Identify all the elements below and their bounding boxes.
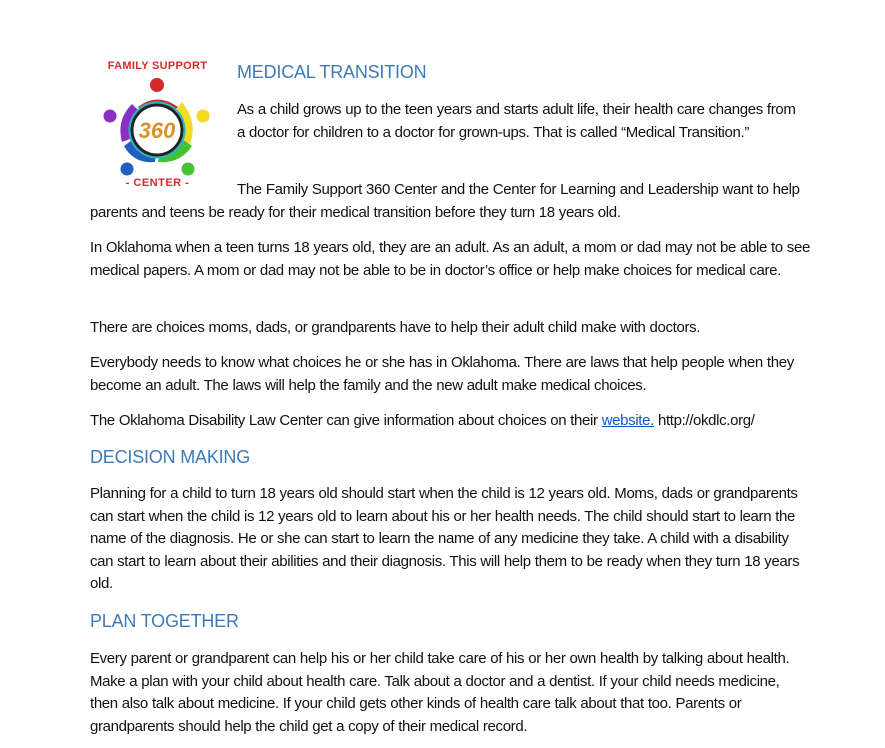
paragraph-law-center [90, 410, 810, 433]
paragraph-intro: As a child grows up to the teen years and starts adult life, their health care changes from a doctor for children to a doctor for grown-ups. That is called “Medical Transition.” [237, 101, 796, 141]
logo [100, 60, 215, 195]
heading-plan-together: PLAN TOGETHER [90, 611, 239, 631]
paragraph-family-support-text: The Family Support 360 Center and the Center for Learning and Leadership want to help parents and teens be ready for their medical transition before they turn 18 years old. [90, 181, 800, 221]
svg-text:360: 360 [138, 118, 176, 143]
family-support-360-logo-icon [100, 72, 215, 180]
heading-medical-transition: MEDICAL TRANSITION [237, 62, 427, 82]
paragraph-choices: There are choices moms, dads, or grandparents have to help their adult child make with doctors. [90, 319, 701, 336]
okdlc-url-text: http://okdlc.org/ [653, 412, 755, 429]
paragraph-laws: Everybody needs to know what choices he or she has in Oklahoma. There are laws that help people when they become an adult. The laws will help the family and the new adult make medical choices. [90, 354, 794, 394]
logo-top-text: FAMILY SUPPORT [107, 60, 208, 72]
heading-decision-making: DECISION MAKING [90, 447, 251, 467]
paragraph-oklahoma-adult: In Oklahoma when a teen turns 18 years old, they are an adult. As an adult, a mom or dad may not be able to see medical papers. A mom or dad may not be able to be in doctor’s office or help make choices for medical care. [90, 239, 810, 279]
website-link[interactable]: website. [601, 412, 654, 429]
paragraph-family-support [90, 179, 810, 224]
paragraph-decision-making: Planning for a child to turn 18 years old should start when the child is 12 years old. Moms, dads or grandparents can start when the child is 12 years old to learn about his or her health needs. The child should start to learn the name of the diagnosis. He or she can start to learn the name of any medicine they take. A child with a disability can start to learn about their abilities and their diagnosis. This will help them to be ready when they turn 18 years old. [90, 485, 800, 592]
paragraph-plan-together: Every parent or grandparent can help his or her child take care of his or her own health by talking about health. Make a plan with your child about health care. Talk about a doctor and a dentist. If your child needs medicine, then also talk about medicine. If your child gets other kinds of health care talk about that too. Parents or grandparents should help the child get a copy of their medical record. [90, 650, 790, 735]
law-center-text: The Oklahoma Disability Law Center can give information about choices on their [90, 412, 602, 429]
logo-bottom-text: - CENTER - [125, 177, 190, 189]
